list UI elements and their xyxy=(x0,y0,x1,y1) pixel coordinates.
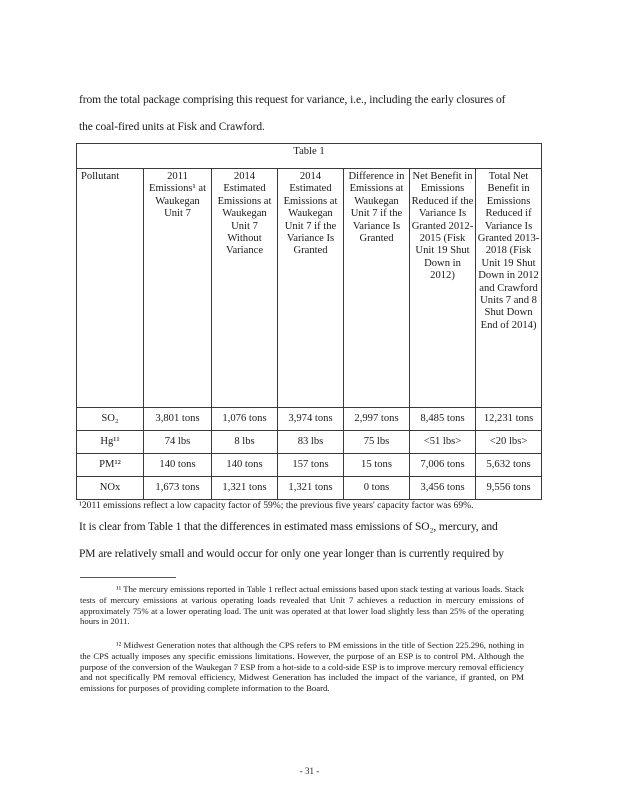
table-cell: 1,673 tons xyxy=(144,477,212,500)
column-header: 2011 Emissions¹ at Waukegan Unit 7 xyxy=(144,169,212,408)
table-cell: 9,556 tons xyxy=(476,477,542,500)
column-header: Total Net Benefit in Emissions Reduced if Variance Is Granted 2013-2018 (Fisk Unit 19 Shut Down in 2012 and Crawford Units 7 and 8 Shut Down End of 2014) xyxy=(476,169,542,408)
table-cell: 3,801 tons xyxy=(144,408,212,431)
column-header: Net Benefit in Emissions Reduced if the Variance Is Granted 2012-2015 (Fisk Unit 19 Shut Down in 2012) xyxy=(410,169,476,408)
table-cell: 1,076 tons xyxy=(212,408,278,431)
page-number: - 31 - xyxy=(299,766,320,776)
table-cell: 0 tons xyxy=(344,477,410,500)
footnote-12: ¹² Midwest Generation notes that although the CPS refers to PM emissions in the title of Section 225.296, nothing in the CPS actually imposes any specific emissions limitations. However, the purpose of an ESP is to control PM. Although the purpose of the conversion of the Waukegan 7 ESP from a hot-side to a cold-side ESP is to improve mercury removal efficiency and not specifically PM removal efficiency, Midwest Generation has included the impact of the variance, if granted, on PM emissions for purposes of providing complete information to the Board. xyxy=(80,640,524,694)
table-cell: 83 lbs xyxy=(278,431,344,454)
table-cell: 1,321 tons xyxy=(212,477,278,500)
table-cell: 12,231 tons xyxy=(476,408,542,431)
table-row-nox xyxy=(77,477,542,500)
emissions-table-container xyxy=(76,143,541,500)
table-row-so2 xyxy=(77,408,542,431)
pollutant-cell: SO₂ xyxy=(77,408,144,431)
pollutant-cell: PM¹² xyxy=(77,454,144,477)
table-header-row xyxy=(77,169,542,408)
table-cell: 3,974 tons xyxy=(278,408,344,431)
body-line-1: from the total package comprising this request for variance, i.e., including the early closures of xyxy=(79,94,506,106)
table-cell: 15 tons xyxy=(344,454,410,477)
pollutant-cell: NOx xyxy=(77,477,144,500)
body-line-3: It is clear from Table 1 that the differences in estimated mass emissions of SO₂, mercury, and xyxy=(79,521,498,533)
footnote-divider xyxy=(80,577,176,578)
table-cell: <51 lbs> xyxy=(410,431,476,454)
table-cell: 2,997 tons xyxy=(344,408,410,431)
table-cell: 8,485 tons xyxy=(410,408,476,431)
table-cell: 75 lbs xyxy=(344,431,410,454)
table-cell: 140 tons xyxy=(144,454,212,477)
table-cell: 74 lbs xyxy=(144,431,212,454)
table-note: ¹2011 emissions reflect a low capacity factor of 59%; the previous five years' capacity factor was 69%. xyxy=(79,500,474,511)
body-line-4: PM are relatively small and would occur for only one year longer than is currently required by xyxy=(79,548,504,560)
table-cell: <20 lbs> xyxy=(476,431,542,454)
pollutant-cell: Hg¹¹ xyxy=(77,431,144,454)
table-cell: 7,006 tons xyxy=(410,454,476,477)
column-header: Difference in Emissions at Waukegan Unit 7 if the Variance Is Granted xyxy=(344,169,410,408)
table-cell: 157 tons xyxy=(278,454,344,477)
table-cell: 8 lbs xyxy=(212,431,278,454)
table-cell: 3,456 tons xyxy=(410,477,476,500)
table-cell: 5,632 tons xyxy=(476,454,542,477)
table-row-hg xyxy=(77,431,542,454)
table-cell: 140 tons xyxy=(212,454,278,477)
emissions-table xyxy=(76,143,542,500)
table-cell: 1,321 tons xyxy=(278,477,344,500)
body-line-2: the coal-fired units at Fisk and Crawford. xyxy=(79,121,265,133)
table-caption: Table 1 xyxy=(77,144,542,169)
column-header: 2014 Estimated Emissions at Waukegan Unit 7 if the Variance Is Granted xyxy=(278,169,344,408)
footnote-11: ¹¹ The mercury emissions reported in Table 1 reflect actual emissions based upon stack testing at various loads. Stack tests of mercury emissions at various operating loads revealed that Unit 7 achieves a reduction in mercury emissions of approximately 75% at a lower operating load. The unit was operated at that lower load slightly less than 25% of the operating hours in 2011. xyxy=(80,584,524,627)
column-header: 2014 Estimated Emissions at Waukegan Unit 7 Without Variance xyxy=(212,169,278,408)
table-row-pm xyxy=(77,454,542,477)
column-header: Pollutant xyxy=(77,169,144,408)
